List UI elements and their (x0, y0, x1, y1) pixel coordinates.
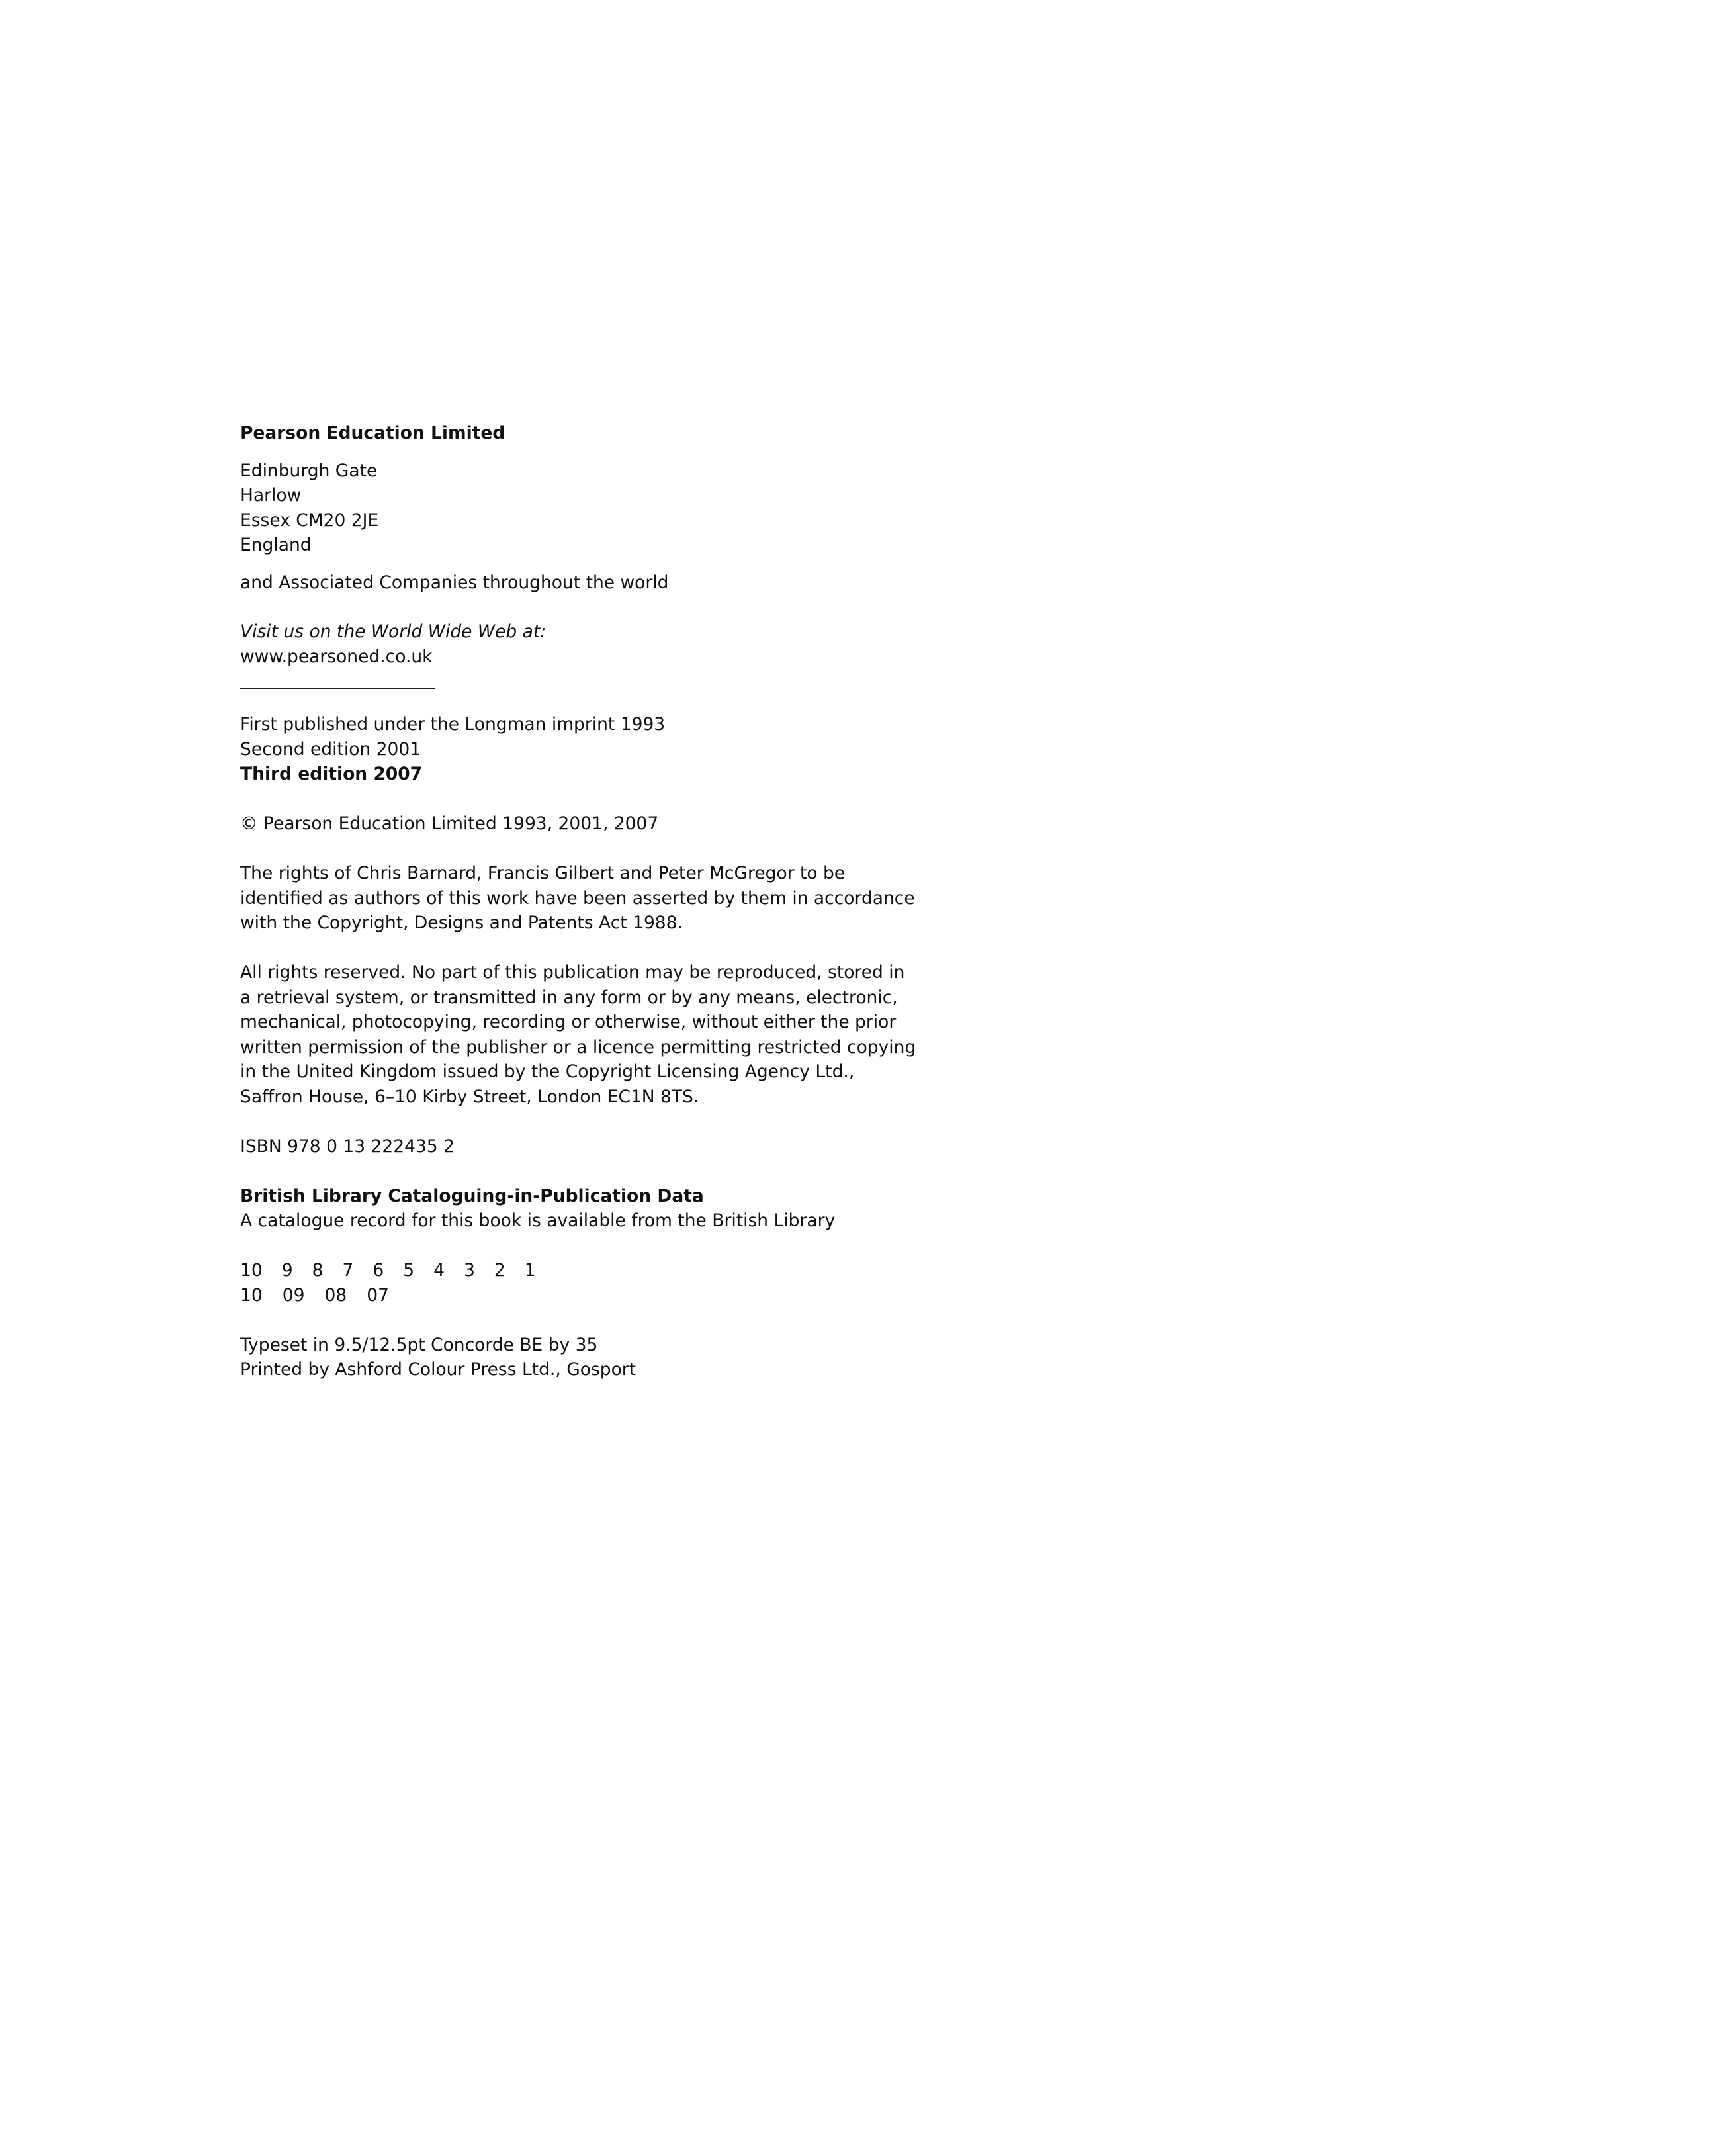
printer-info: Printed by Ashford Colour Press Ltd., Gosport (240, 1359, 636, 1380)
copyright-notice: © Pearson Education Limited 1993, 2001, 2007 (240, 813, 659, 834)
isbn: ISBN 978 0 13 222435 2 (240, 1136, 455, 1157)
printing-number: 4 (433, 1260, 445, 1280)
cip-heading: British Library Cataloguing-in-Publication Data (240, 1185, 704, 1206)
address-line: Edinburgh Gate (240, 460, 378, 481)
publisher-name: Pearson Education Limited (240, 423, 505, 443)
web-url: www.pearsoned.co.uk (240, 646, 433, 667)
printing-number: 8 (312, 1260, 324, 1280)
copyright-page (240, 421, 916, 1382)
reserved-line: All rights reserved. No part of this publication may be reproduced, stored in (240, 962, 905, 983)
divider-rule (240, 688, 435, 689)
printing-number: 7 (342, 1260, 354, 1280)
printing-number: 5 (403, 1260, 415, 1280)
third-edition: Third edition 2007 (240, 764, 423, 784)
printing-number: 10 (240, 1260, 263, 1280)
address-line: Essex CM20 2JE (240, 510, 379, 531)
address-line: England (240, 535, 312, 555)
printing-number: 1 (524, 1260, 536, 1280)
year-number: 08 (324, 1284, 347, 1306)
printing-numbers (240, 1258, 902, 1283)
first-edition: First published under the Longman imprint 1993 (240, 714, 666, 735)
year-number: 07 (367, 1284, 389, 1306)
year-numbers (240, 1283, 902, 1308)
associated-companies: and Associated Companies throughout the world (240, 572, 669, 593)
printing-number: 3 (463, 1260, 475, 1280)
reserved-line: mechanical, photocopying, recording or otherwise, without either the prior (240, 1012, 897, 1032)
rights-line: identified as authors of this work have been asserted by them in accordance (240, 887, 915, 909)
reserved-line: a retrieval system, or transmitted in any form or by any means, electronic, (240, 987, 898, 1008)
second-edition: Second edition 2001 (240, 739, 421, 760)
address-line: Harlow (240, 485, 302, 506)
typeset-info: Typeset in 9.5/12.5pt Concorde BE by 35 (240, 1334, 598, 1355)
reserved-line: in the United Kingdom issued by the Copyright Licensing Agency Ltd., (240, 1061, 855, 1082)
rights-line: with the Copyright, Designs and Patents Act 1988. (240, 913, 683, 933)
year-number: 09 (282, 1284, 305, 1306)
printing-number: 2 (494, 1260, 505, 1280)
printing-number: 6 (372, 1260, 384, 1280)
web-label: Visit us on the World Wide Web at: (240, 621, 547, 642)
rights-line: The rights of Chris Barnard, Francis Gilbert and Peter McGregor to be (240, 863, 846, 883)
reserved-line: Saffron House, 6–10 Kirby Street, London EC1N 8TS. (240, 1086, 699, 1107)
printing-number: 9 (281, 1260, 293, 1280)
year-number: 10 (240, 1284, 263, 1306)
cip-text: A catalogue record for this book is available from the British Library (240, 1210, 836, 1231)
reserved-line: written permission of the publisher or a licence permitting restricted copying (240, 1036, 916, 1057)
